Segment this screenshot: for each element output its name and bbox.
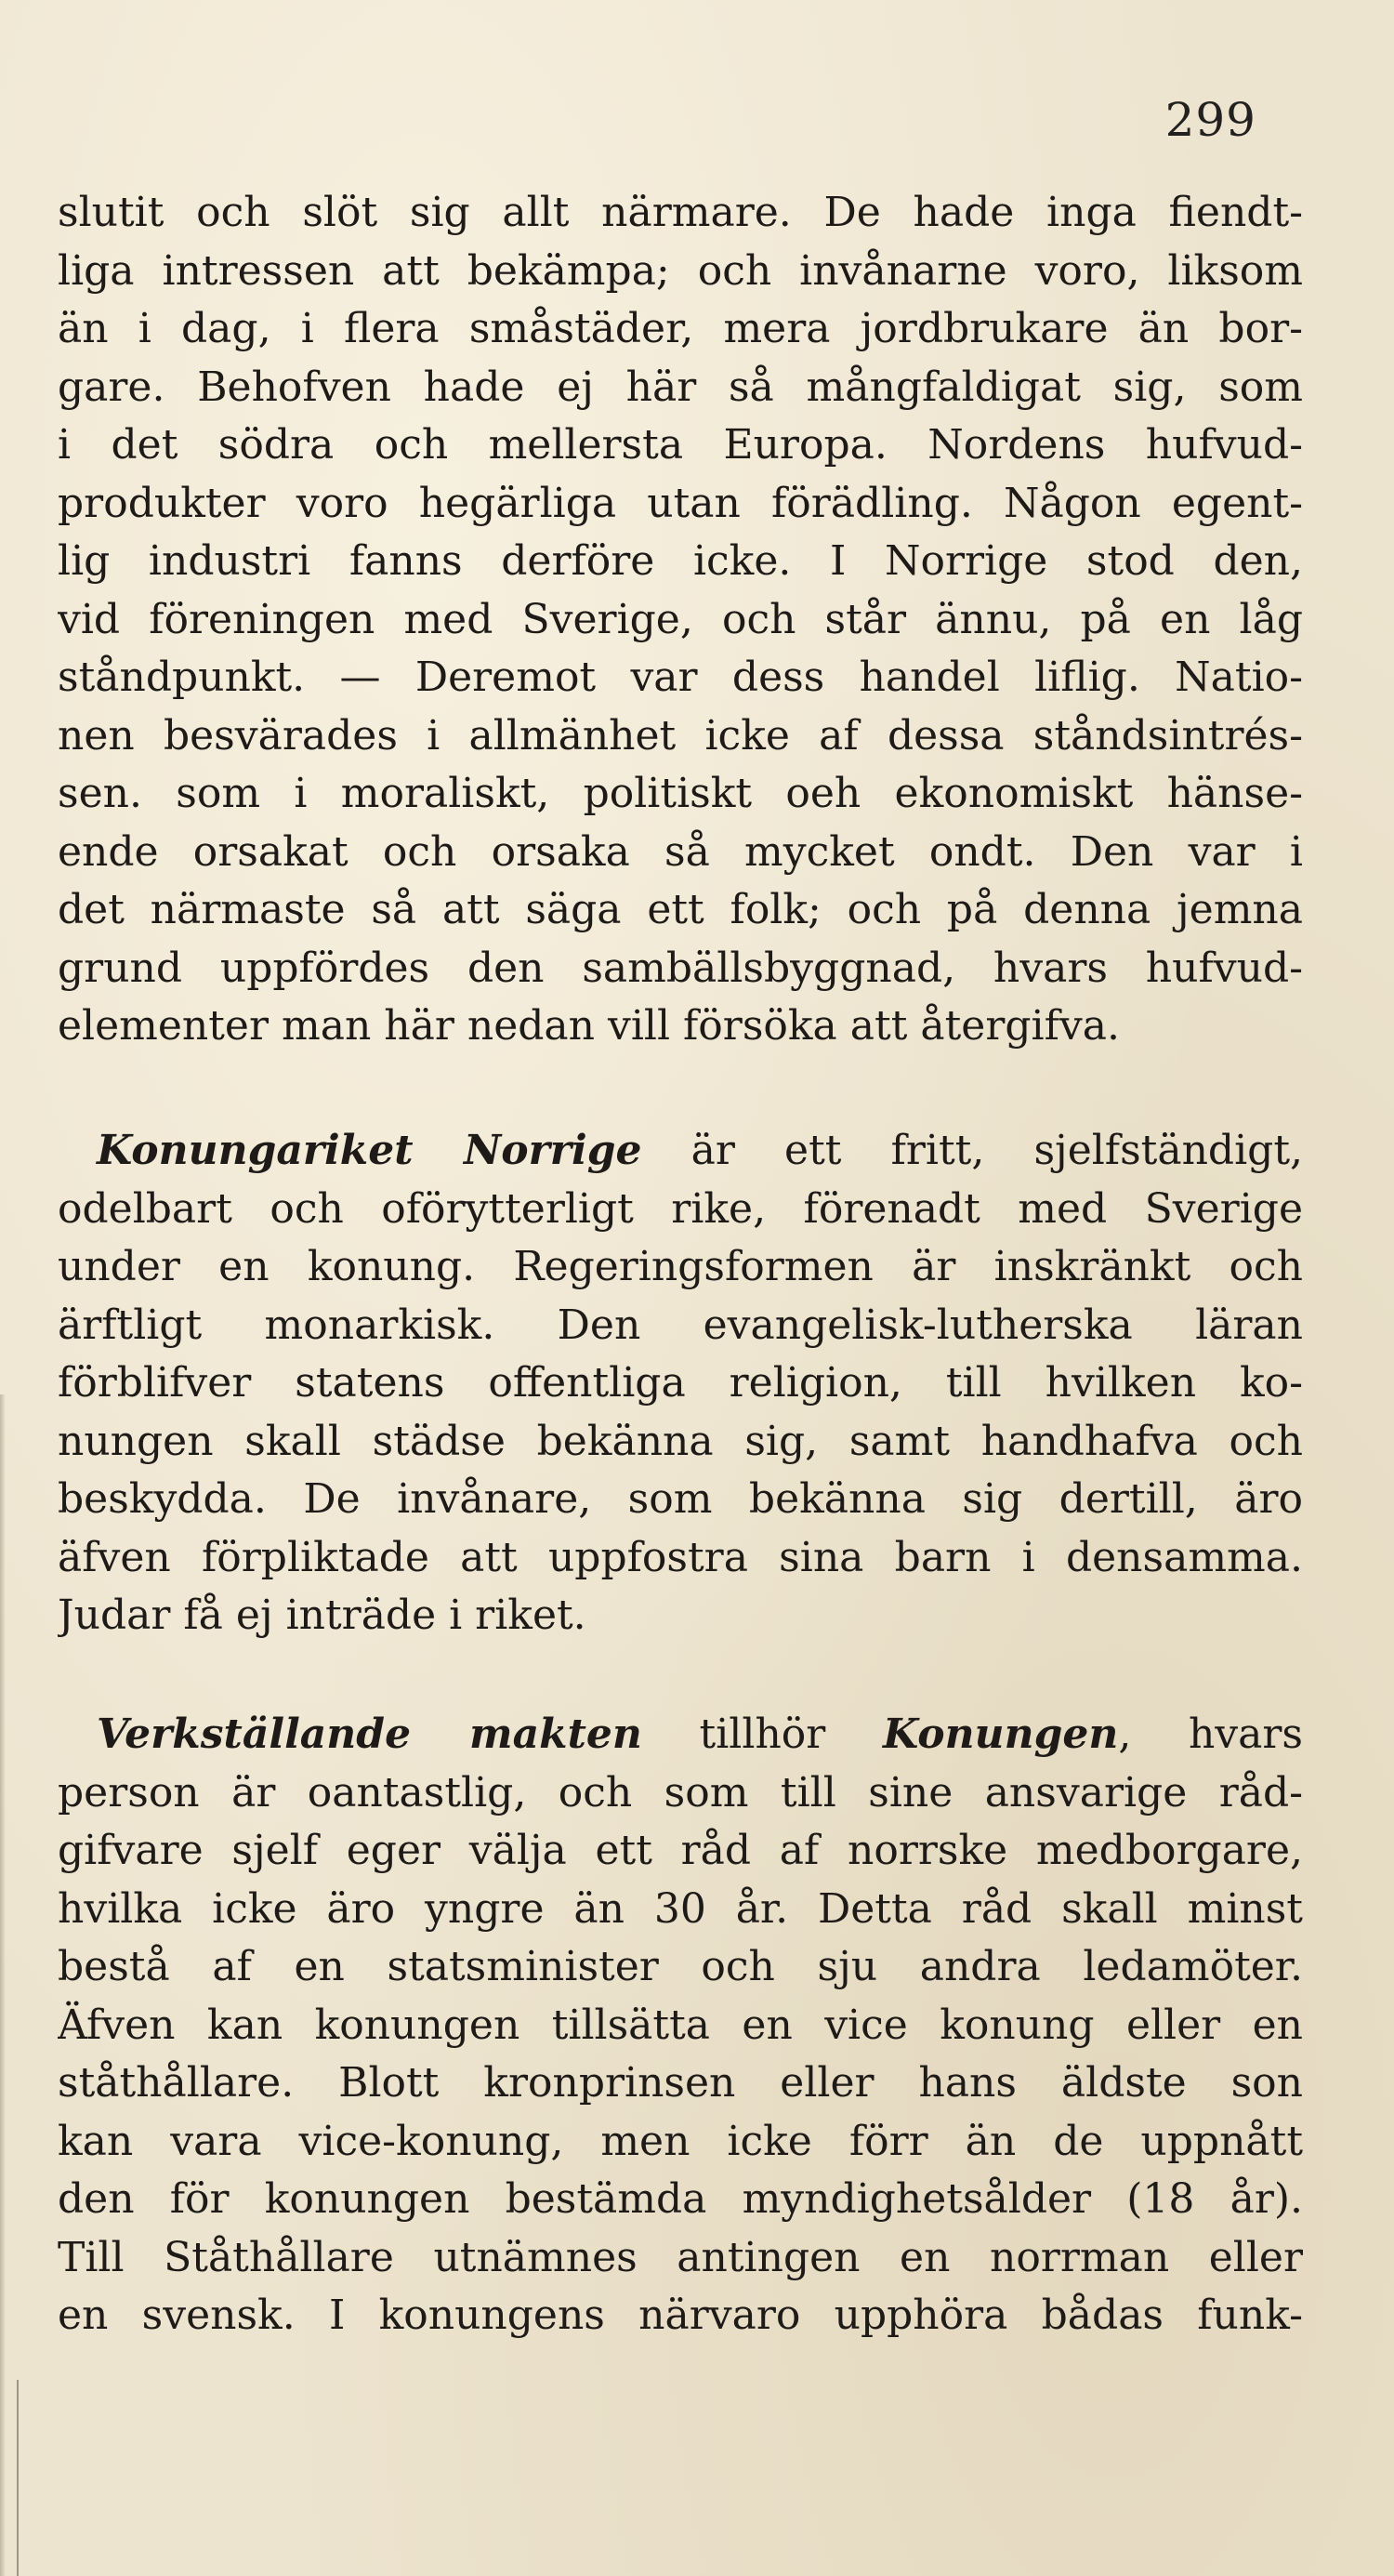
paragraph-1-line: grund uppfördes den sambällsbyggnad, hvars hufvud-: [58, 944, 1303, 992]
paragraph-1-line: vid föreningen med Sverige, och står ännu, på en låg: [58, 595, 1303, 643]
paragraph-1-line: gare. Behofven hade ej här så mångfaldigat sig, som: [58, 363, 1303, 411]
paragraph-1-line: lig industri fanns derföre icke. I Norrige stod den,: [58, 537, 1303, 585]
paragraph-2-line: odelbart och oförytterligt rike, förenadt med Sverige: [58, 1184, 1303, 1233]
paragraph-2-line: under en konung. Regeringsformen är inskränkt och: [58, 1243, 1303, 1290]
paragraph-1-line: slutit och slöt sig allt närmare. De hade inga fiendt-: [58, 189, 1303, 236]
paragraph-3-line: en svensk. I konungens närvaro upphöra bådas funk-: [58, 2292, 1303, 2339]
binding-shadow: [0, 1394, 6, 2576]
paragraph-3-lead-rest: , hvars: [1118, 1711, 1303, 1758]
paragraph-3-lead-line: [58, 1706, 1303, 1764]
paragraph-2-line: ärftligt monarkisk. Den evangelisk-lutherska läran: [58, 1301, 1303, 1349]
paragraph-2-line: beskydda. De invånare, som bekänna sig dertill, äro: [58, 1475, 1303, 1523]
paragraph-3-line: gifvare sjelf eger välja ett råd af norrske medborgare,: [58, 1827, 1303, 1874]
paragraph-3-line: Äfven kan konungen tillsätta en vice konung eller en: [58, 2001, 1303, 2049]
paragraph-2-line: förblifver statens offentliga religion, till hvilken ko-: [58, 1359, 1303, 1407]
paragraph-2-line: nungen skall städse bekänna sig, samt handhafva och: [58, 1417, 1303, 1465]
paragraph-2-lead-line: [58, 1122, 1303, 1181]
paragraph-1-line: det närmaste så att säga ett folk; och på denna jemna: [58, 886, 1303, 933]
paragraph-1-line: i det södra och mellersta Europa. Nordens hufvud-: [58, 421, 1303, 469]
paragraph-3: [58, 1706, 1303, 2345]
verkstallande-makten-heading: Verkställande makten: [97, 1711, 642, 1758]
konungariket-norrige-heading: Konungariket Norrige: [97, 1127, 642, 1174]
paragraph-3-line: den för konungen bestämda myndighetsålder (18 år).: [58, 2175, 1303, 2223]
paragraph-2-lead-rest: är ett fritt, sjelfständigt,: [641, 1127, 1303, 1174]
paragraph-3-line: kan vara vice-konung, men icke förr än de uppnått: [58, 2117, 1303, 2165]
konungen-heading: Konungen: [882, 1711, 1119, 1758]
paragraph-1-line: än i dag, i flera småstäder, mera jordbrukare än bor-: [58, 305, 1303, 352]
paragraph-2-line: Judar få ej inträde i riket.: [58, 1592, 586, 1639]
paragraph-3-line: Till Ståthållare utnämnes antingen en norrman eller: [58, 2233, 1303, 2281]
paragraph-1-line: elementer man här nedan vill försöka att återgifva.: [58, 1002, 1120, 1050]
paragraph-1-line: sen. som i moraliskt, politiskt oeh ekonomiskt hänse-: [58, 770, 1303, 817]
paragraph-3-line: bestå af en statsminister och sju andra ledamöter.: [58, 1943, 1303, 1990]
paragraph-3-line: ståthållare. Blott kronprinsen eller hans äldste son: [58, 2059, 1303, 2107]
paragraph-1-line: ståndpunkt. — Deremot var dess handel liflig. Natio-: [58, 654, 1303, 701]
paragraph-1-line: liga intressen att bekämpa; och invånarne voro, liksom: [58, 246, 1303, 295]
paragraph-2-line: äfven förpliktade att uppfostra sina barn i densamma.: [58, 1533, 1303, 1581]
paragraph-3-lead-mid: tillhör: [641, 1711, 883, 1758]
paragraph-3-line: person är oantastlig, och som till sine ansvarige råd-: [58, 1768, 1303, 1816]
paragraph-1-line: ende orsakat och orsaka så mycket ondt. Den var i: [58, 827, 1303, 876]
paragraph-1-line: produkter voro hegärliga utan förädling. Någon egent-: [58, 479, 1303, 527]
binding-line: [17, 2380, 19, 2576]
paragraph-1-line: nen besvärades i allmänhet icke af dessa ståndsintrés-: [58, 711, 1303, 760]
paragraph-1: [58, 184, 1303, 1056]
paragraph-3-line: hvilka icke äro yngre än 30 år. Detta råd skall minst: [58, 1884, 1303, 1933]
paragraph-2: [58, 1122, 1303, 1645]
page-number: 299: [1164, 93, 1256, 147]
